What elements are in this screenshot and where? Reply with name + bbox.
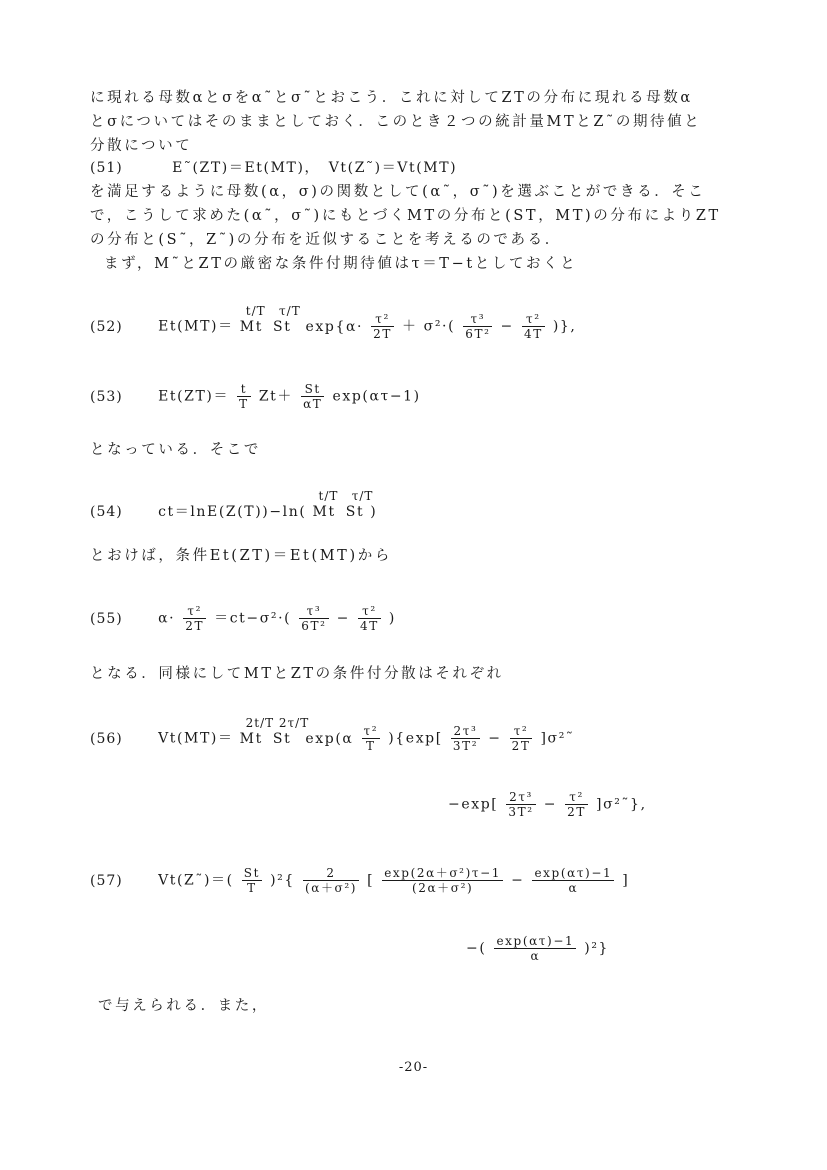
numerator: τ³ (463, 312, 492, 327)
equation-56-continued (448, 790, 647, 819)
equation-number: (52) (90, 318, 123, 335)
base: St (273, 318, 292, 335)
exponent: 2τ/T (278, 715, 310, 730)
numerator: exp(ατ)−1 (496, 934, 575, 948)
exponent: t/T (318, 489, 339, 503)
text-line: となっている．そこで (90, 442, 261, 458)
fraction (237, 382, 251, 411)
equation-number: (55) (90, 610, 123, 627)
power-term (312, 489, 339, 522)
equation-number: (56) (90, 730, 123, 747)
fraction (303, 866, 359, 895)
denominator: T (247, 881, 257, 895)
denominator: 3T² (452, 739, 479, 753)
fraction (565, 790, 588, 819)
text-line: まず，M˜とZTの厳密な条件付期待値はτ＝T−tとしておくと (104, 256, 578, 272)
numerator: t (237, 382, 251, 397)
denominator: 2T (373, 327, 392, 341)
numerator: τ² (183, 604, 206, 619)
equation-text: )²{ (270, 872, 295, 889)
exponent: 2t/T (245, 715, 275, 730)
denominator: αT (303, 397, 323, 411)
text-line: の分布と(S˜，Z˜)の分布を近似することを考えるのである． (90, 232, 562, 248)
fraction (358, 604, 381, 633)
equation-text: ]σ²˜}, (596, 796, 647, 813)
fraction (183, 604, 206, 633)
text-line: とσについてはそのままとしておく．このとき２つの統計量MTとZ˜の期待値と (90, 114, 702, 130)
equation-text: exp(α (305, 730, 354, 747)
numerator: τ² (510, 724, 533, 739)
power-term (273, 303, 301, 337)
text-line: とおけば，条件Et(ZT)＝Et(MT)から (90, 548, 392, 564)
equation-text: ){exp[ (388, 730, 443, 747)
fraction (522, 312, 545, 341)
exponent: τ/T (351, 489, 374, 503)
equation-55 (90, 604, 396, 633)
fraction (451, 724, 480, 753)
fraction (301, 382, 324, 411)
denominator: 3T² (508, 805, 534, 819)
equation-text: − (543, 796, 558, 813)
equation-text: [ (367, 872, 375, 889)
equation-lhs: Vt(Z˜)＝( (158, 872, 234, 889)
equation-text: − (500, 318, 514, 335)
equation-57 (90, 866, 629, 895)
fraction (382, 866, 503, 895)
denominator: α (568, 881, 579, 895)
equation-text: )²} (584, 940, 610, 957)
equation-number: (53) (90, 388, 123, 405)
fraction (299, 604, 328, 633)
numerator: τ² (371, 312, 394, 327)
power-term (239, 303, 266, 337)
fraction (506, 790, 535, 819)
fraction (242, 866, 262, 895)
fraction (510, 724, 533, 753)
denominator: (2α＋σ²) (411, 881, 474, 895)
numerator: 2τ³ (506, 790, 535, 805)
equation-text: ] (622, 872, 630, 889)
base: St (272, 730, 292, 747)
equation-53 (90, 382, 421, 411)
equation-text: ＝ct−σ²·( (214, 610, 292, 627)
denominator: 2T (185, 619, 205, 633)
base: Mt (239, 318, 263, 335)
equation-lhs: α· (158, 610, 176, 627)
denominator: α (530, 949, 541, 963)
equation-51 (90, 158, 457, 178)
power-term (239, 715, 275, 749)
equation-text: − (488, 730, 502, 747)
equation-number: (57) (90, 872, 123, 889)
base: St (345, 504, 365, 520)
denominator: 6T² (465, 327, 491, 341)
denominator: T (366, 739, 376, 753)
equation-57-continued (466, 934, 609, 963)
denominator: 2T (567, 805, 586, 819)
text-line: に現れる母数αとσをα˜とσ˜とおこう．これに対してZTの分布に現れる母数α (90, 90, 693, 106)
numerator: St (243, 866, 261, 880)
numerator: τ³ (299, 604, 328, 619)
equation-lhs: ct＝lnE(Z(T))−ln( (158, 504, 307, 520)
fraction (494, 934, 576, 963)
fraction (463, 312, 492, 341)
text-line: となる．同様にしてMTとZTの条件付分散はそれぞれ (90, 666, 504, 682)
equation-text: − (511, 872, 525, 889)
text-line: を満足するように母数(α，σ)の関数として(α˜，σ˜)を選ぶことができる．そこ (90, 184, 706, 200)
base: Mt (312, 504, 336, 520)
power-term (345, 489, 374, 522)
numerator: 2 (303, 866, 359, 881)
numerator: exp(2α＋σ²)τ−1 (384, 866, 502, 880)
equation-56 (90, 715, 575, 753)
denominator: 4T (360, 619, 379, 633)
numerator: τ² (358, 604, 381, 619)
equation-number: (51) (90, 160, 123, 176)
denominator: 2T (511, 739, 531, 753)
equation-text: ) (388, 610, 396, 627)
numerator: τ² (522, 312, 545, 327)
numerator: exp(ατ)−1 (534, 866, 613, 880)
equation-text: ) (370, 504, 378, 520)
equation-number: (54) (90, 504, 123, 520)
denominator: 4T (523, 327, 543, 341)
text-line: で与えられる．また， (98, 998, 269, 1014)
fraction (532, 866, 614, 895)
equation-54 (90, 489, 378, 522)
power-term (272, 715, 310, 749)
fraction (371, 312, 394, 341)
equation-text: ]σ²˜ (540, 730, 575, 747)
equation-text: − (336, 610, 350, 627)
denominator: T (239, 397, 249, 411)
numerator: τ² (363, 724, 379, 738)
equation-lhs: Et(ZT)＝ (158, 388, 230, 405)
equation-text: −exp[ (448, 796, 499, 813)
exponent: τ/T (279, 303, 301, 318)
text-line: 分散について (90, 138, 193, 154)
page-number: -20- (398, 1060, 429, 1075)
numerator: τ² (565, 790, 588, 805)
numerator: St (301, 382, 324, 397)
denominator: (α＋σ²) (304, 881, 358, 895)
equation-52 (90, 303, 577, 341)
equation-text: exp(ατ−1) (332, 388, 421, 405)
equation-text: ＋ σ²·( (402, 318, 456, 335)
equation-body: E˜(ZT)＝Et(MT)， Vt(Z˜)＝Vt(MT) (172, 160, 458, 176)
equation-text: exp{α· (305, 318, 364, 335)
base: Mt (239, 730, 263, 747)
equation-text: Zt＋ (258, 388, 293, 405)
equation-text: −( (466, 940, 487, 957)
fraction (362, 724, 381, 753)
text-line: で，こうして求めた(α˜，σ˜)にもとづくMTの分布と(ST，MT)の分布によりZT (90, 208, 721, 224)
exponent: t/T (245, 303, 266, 318)
equation-text: )}, (552, 318, 577, 335)
equation-lhs: Et(MT)＝ (158, 318, 234, 335)
numerator: 2τ³ (451, 724, 480, 739)
denominator: 6T² (301, 619, 327, 633)
equation-lhs: Vt(MT)＝ (158, 730, 234, 747)
